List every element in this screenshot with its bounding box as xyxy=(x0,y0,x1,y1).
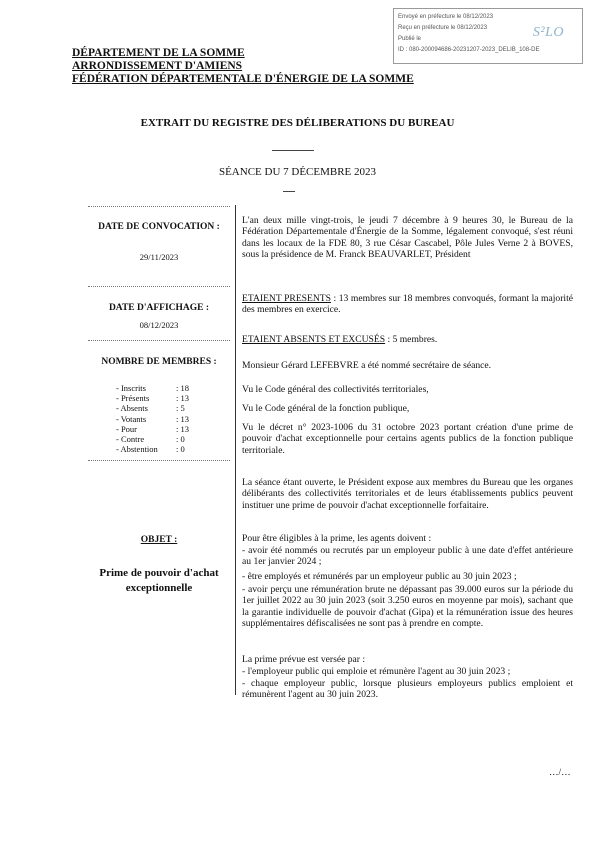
versement-1: - l'employeur public qui emploie et rémunère l'agent au 30 juin 2023 ; xyxy=(242,666,511,677)
header-arrondissement: ARRONDISSEMENT D'AMIENS xyxy=(72,60,243,72)
objet-title-line2: exceptionnelle xyxy=(125,582,193,594)
seance-date: SÉANCE DU 7 DÉCEMBRE 2023 xyxy=(218,166,377,178)
member-count-label: - Votants xyxy=(116,413,147,424)
member-count-row xyxy=(116,424,206,434)
stamp-recu: Reçu en préfecture le 08/12/2023 xyxy=(398,25,488,31)
condition-2: - être employés et rémunérés par un employeur public au 30 juin 2023 ; xyxy=(242,571,517,582)
member-count-row xyxy=(116,403,206,413)
vu-decret: Vu le décret n° 2023-1006 du 31 octobre 2023 portant création d'une prime de pouvoir d'achat exceptionnelle pour certains agents publics de la fonction publique territoriale. xyxy=(242,422,573,456)
header-departement: DÉPARTEMENT DE LA SOMME xyxy=(72,47,245,59)
vu-cgfp: Vu le Code général de la fonction publique, xyxy=(242,403,410,414)
versee-intro: La prime prévue est versée par : xyxy=(242,654,366,665)
header-federation: FÉDÉRATION DÉPARTEMENTALE D'ÉNERGIE DE LA SOMME xyxy=(72,73,414,85)
left-divider-2 xyxy=(88,340,230,341)
member-count-value: : 5 xyxy=(176,403,185,414)
title-separator xyxy=(272,150,314,151)
membres-label: NOMBRE DE MEMBRES : xyxy=(101,357,217,367)
presents-text: : 13 membres sur 18 membres convoqués, formant la majorité des membres en exercice. xyxy=(242,293,573,316)
seance-separator xyxy=(283,191,295,192)
affichage-date: 08/12/2023 xyxy=(139,320,179,330)
condition-1: - avoir été nommés ou recrutés par un employeur public à une date d'effet antérieure au 1er janvier 2024 ; xyxy=(242,545,573,568)
absents-text: : 5 membres. xyxy=(385,334,438,345)
document-title: EXTRAIT DU REGISTRE DES DÉLIBERATIONS DU BUREAU xyxy=(140,117,455,129)
member-count-value: : 0 xyxy=(176,444,185,455)
s2lo-logo: S²LO xyxy=(532,25,564,40)
members-list xyxy=(116,383,206,454)
eligibles-intro: Pour être éligibles à la prime, les agents doivent : xyxy=(242,533,432,544)
column-divider xyxy=(235,205,236,695)
page-continuation: …/… xyxy=(549,768,571,778)
absents-label: ETAIENT ABSENTS ET EXCUSÉS xyxy=(242,334,386,345)
member-count-value: : 13 xyxy=(176,423,189,434)
member-count-label: - Contre xyxy=(116,434,145,445)
member-count-label: - Abstention xyxy=(116,444,158,455)
prefecture-stamp xyxy=(393,8,583,64)
intro-paragraph: L'an deux mille vingt-trois, le jeudi 7 décembre à 9 heures 30, le Bureau de la Fédération Départementale d'Énergie de la Somme, légalement convoqué, s'est réuni dans les locaux de la FDE 80, 3 rue César Cascabel, Pôle Jules Verne 2 à BOVES, sous la présidence de M. Franck BEAUVARLET, Président xyxy=(242,215,573,261)
stamp-publie: Publié le xyxy=(398,36,422,42)
stamp-envoye: Envoyé en préfecture le 08/12/2023 xyxy=(398,14,494,20)
absents-paragraph xyxy=(242,334,573,345)
member-count-row xyxy=(116,444,206,454)
member-count-value: : 18 xyxy=(176,383,189,393)
secretaire-paragraph: Monsieur Gérard LEFEBVRE a été nommé secrétaire de séance. xyxy=(242,360,492,371)
member-count-value: : 0 xyxy=(176,434,185,445)
versement-2: - chaque employeur public, lorsque plusieurs employeurs publics emploient et rémunèrent l'agent au 30 juin 2023. xyxy=(242,678,573,701)
member-count-label: - Présents xyxy=(116,393,150,404)
objet-label: OBJET : xyxy=(140,535,178,545)
left-divider-1 xyxy=(88,286,230,287)
document-header xyxy=(72,47,414,86)
affichage-label: DATE D'AFFICHAGE : xyxy=(108,303,210,313)
member-count-row xyxy=(116,393,206,403)
stamp-id: ID : 080-200094686-20231207-2023_DELIB_108-DE xyxy=(398,47,540,53)
member-count-row xyxy=(116,434,206,444)
member-count-value: : 13 xyxy=(176,393,189,404)
member-count-value: : 13 xyxy=(176,413,189,424)
left-divider-top xyxy=(88,206,230,207)
member-count-row xyxy=(116,383,206,393)
member-count-row xyxy=(116,414,206,424)
member-count-label: - Absents xyxy=(116,403,148,414)
seance-ouverte-paragraph: La séance étant ouverte, le Président expose aux membres du Bureau que les organes délibérants des collectivités territoriales et de leurs établissements publics peuvent instituer une prime de pouvoir d'achat exceptionnelle forfaitaire. xyxy=(242,477,573,511)
objet-title-line1: Prime de pouvoir d'achat xyxy=(99,567,219,579)
convocation-date: 29/11/2023 xyxy=(139,252,179,262)
left-divider-3 xyxy=(88,460,230,461)
condition-3: - avoir perçu une rémunération brute ne dépassant pas 39.000 euros sur la période du 1er juillet 2022 au 30 juin 2023 (soit 3.250 euros en moyenne par mois), sachant que la garantie individuelle de pouvoir d'achat (Gipa) et la rémunération issue des heures supplémentaires défiscalisées ne sont pas à prendre en compte. xyxy=(242,584,573,630)
member-count-label: - Inscrits xyxy=(116,383,146,393)
presents-label: ETAIENT PRESENTS xyxy=(242,293,332,304)
objet-title xyxy=(88,566,230,596)
member-count-label: - Pour xyxy=(116,423,138,434)
convocation-label: DATE DE CONVOCATION : xyxy=(98,222,220,232)
presents-paragraph xyxy=(242,293,573,316)
vu-cgct: Vu le Code général des collectivités territoriales, xyxy=(242,384,429,395)
